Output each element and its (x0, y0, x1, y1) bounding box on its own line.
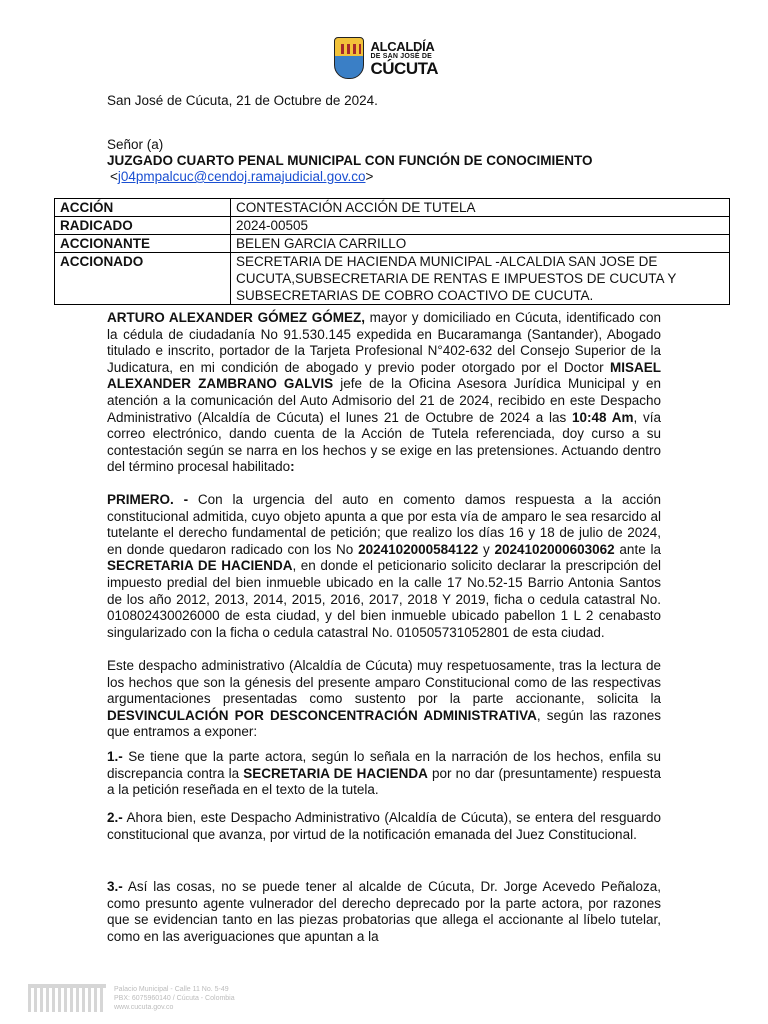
row-value: SECRETARIA DE HACIENDA MUNICIPAL -ALCALDIA SAN JOSE DE CUCUTA,SUBSECRETARIA DE RENTAS E IMPUESTOS DE CUCUTA Y SUBSECRETARIAS DE COBRO COACTIVO DE CUCUTA. (231, 253, 730, 305)
text-run: , vía correo electrónico, dando cuenta de la Acción de Tutela referenciada, doy curso a su contestación según se narra en los hechos y se exige en las pretensiones. Actuando dentro del término procesal habilitado (107, 409, 662, 475)
court-email (110, 169, 373, 184)
row-key: ACCIONADO (55, 253, 231, 305)
entity-name: SECRETARIA DE HACIENDA (243, 765, 428, 781)
paragraph-primero (107, 492, 661, 641)
alcaldia-logo (334, 36, 438, 80)
text-run: jefe de la Oficina Asesora Jurídica Municipal y en atención a la comunicación del Auto Admisorio del 21 de 2024, recibido en este Despacho Administrativo (Alcaldía de Cúcuta) el lunes 21 de Octubre de 2024 a las (107, 376, 661, 425)
row-key: ACCIONANTE (55, 235, 231, 253)
logo-text (370, 40, 438, 77)
coat-of-arms-icon (334, 37, 364, 79)
row-key: RADICADO (55, 217, 231, 235)
text-run: mayor y domiciliado en Cúcuta, identificado con la cédula de ciudadanía No 91.530.145 expedida en Bucaramanga (Santander), Abogado titulado e inscrito, portador de la Tarjeta Profesional N°402-632 del Consejo Superior de la Judicatura, en mi condición de abogado y previo poder otorgado por el Doctor (107, 310, 662, 375)
table-row (55, 235, 730, 253)
radicado-number-2: 2024102000603062 (494, 541, 615, 557)
point-label: 2.- (107, 810, 123, 825)
doctor-name: MISAEL ALEXANDER ZAMBRANO GALVIS (107, 359, 661, 392)
text-run: ante la (614, 541, 661, 557)
footer-phone: PBX: 6075960140 / Cúcuta - Colombia (114, 994, 235, 1002)
text-run: , en donde el peticionario solicito declarar la prescripción del impuesto predial del bien inmueble ubicado en la calle 17 No.52-15 Barrio Antonia Santos de los año 2012, 2013, 2014, 2015, 2016, 2017, 2018 Y 2019, ficha o cedula catastral No. 010802430026000 de esta ciudad, y del bien inmueble ubicado pabellon 1 L 2 cenabasto singularizado con la ficha o cedula catastral No. 010505731052801 de esta ciudad. (107, 558, 661, 640)
table-row (55, 253, 730, 305)
entity-name: SECRETARIA DE HACIENDA (107, 558, 293, 574)
radicado-number-1: 2024102000584122 (358, 541, 479, 557)
paragraph-point-2 (107, 810, 661, 843)
logo-line1: ALCALDÍA (370, 38, 435, 54)
lawyer-name: ARTURO ALEXANDER GÓMEZ GÓMEZ, (107, 310, 365, 325)
text-run: y (478, 541, 495, 557)
paragraph-point-3 (107, 879, 661, 945)
row-value: BELEN GARCIA CARRILLO (231, 235, 730, 253)
colon: : (290, 459, 295, 475)
paragraph-point-1 (107, 749, 661, 799)
table-row (55, 217, 730, 235)
email-close-bracket: > (365, 169, 374, 184)
logo-line2: DE SAN JOSÉ DE (370, 52, 433, 60)
table-row (55, 199, 730, 217)
court-email-link[interactable]: j04pmpalcuc@cendoj.ramajudicial.gov.co (117, 169, 366, 184)
desvinculacion-request: DESVINCULACIÓN POR DESCONCENTRACIÓN ADMINISTRATIVA (107, 707, 537, 723)
text-run: Así las cosas, no se puede tener al alcalde de Cúcuta, Dr. Jorge Acevedo Peñaloza, como presunto agente vulnerador del derecho deprecado por la parte actora, por razones que se evidencian tanto en las piezas probatorias que allega el accionante al líbelo tutelar, como en las averiguaciones que apuntan a la (107, 879, 661, 944)
row-value: 2024-00505 (231, 217, 730, 235)
text-run: , según las razones que entramos a exponer: (107, 707, 661, 740)
paragraph-solicitud (107, 658, 661, 741)
court-name: JUZGADO CUARTO PENAL MUNICIPAL CON FUNCIÓN DE CONOCIMIENTO (107, 153, 593, 168)
footer-website: www.cucuta.gov.co (114, 1003, 174, 1011)
logo-line3: CÚCUTA (370, 58, 438, 78)
email-open-bracket: < (110, 169, 118, 184)
text-run: Ahora bien, este Despacho Administrativo (Alcaldía de Cúcuta), se entera del resguardo constitucional que avanza, por virtud de la notificación emanada del Juez Constitucional. (107, 810, 661, 842)
case-info-table (54, 198, 730, 305)
text-run: Este despacho administrativo (Alcaldía de Cúcuta) muy respetuosamente, tras la lectura de los hechos que son la génesis del presente amparo Constitucional como de las respectivas argumentaciones presentadas como sustento por la parte accionante, solicita la (107, 658, 661, 707)
footer-address: Palacio Municipal - Calle 11 No. 5-49 (114, 985, 229, 993)
text-run: Con la urgencia del auto en comento damos respuesta a la acción constitucional admitida, cuyo objeto apunta a que por esta vía de amparo le sea resarcido al tutelante el derecho fundamental de petición; que realizo los días 16 y 18 de julio de 2024, en donde quedaron radicado con los No (107, 492, 661, 557)
reception-time: 10:48 Am (571, 409, 634, 425)
text-run: por no dar (presuntamente) respuesta a la petición reseñada en el texto de la tutela. (107, 765, 661, 798)
row-value: CONTESTACIÓN ACCIÓN DE TUTELA (231, 199, 730, 217)
paragraph-intro (107, 310, 661, 476)
text-run: Se tiene que la parte actora, según lo señala en la narración de los hechos, enfila su discrepancia contra la (107, 749, 661, 781)
letter-date: San José de Cúcuta, 21 de Octubre de 2024. (107, 93, 378, 108)
point-label: 1.- (107, 749, 123, 764)
footer-text (114, 985, 235, 1012)
point-label: 3.- (107, 879, 123, 894)
primero-label: PRIMERO. - (107, 492, 189, 507)
palace-building-icon (28, 984, 106, 1012)
row-key: ACCIÓN (55, 199, 231, 217)
page-footer (28, 984, 235, 1012)
salutation: Señor (a) (107, 137, 164, 152)
